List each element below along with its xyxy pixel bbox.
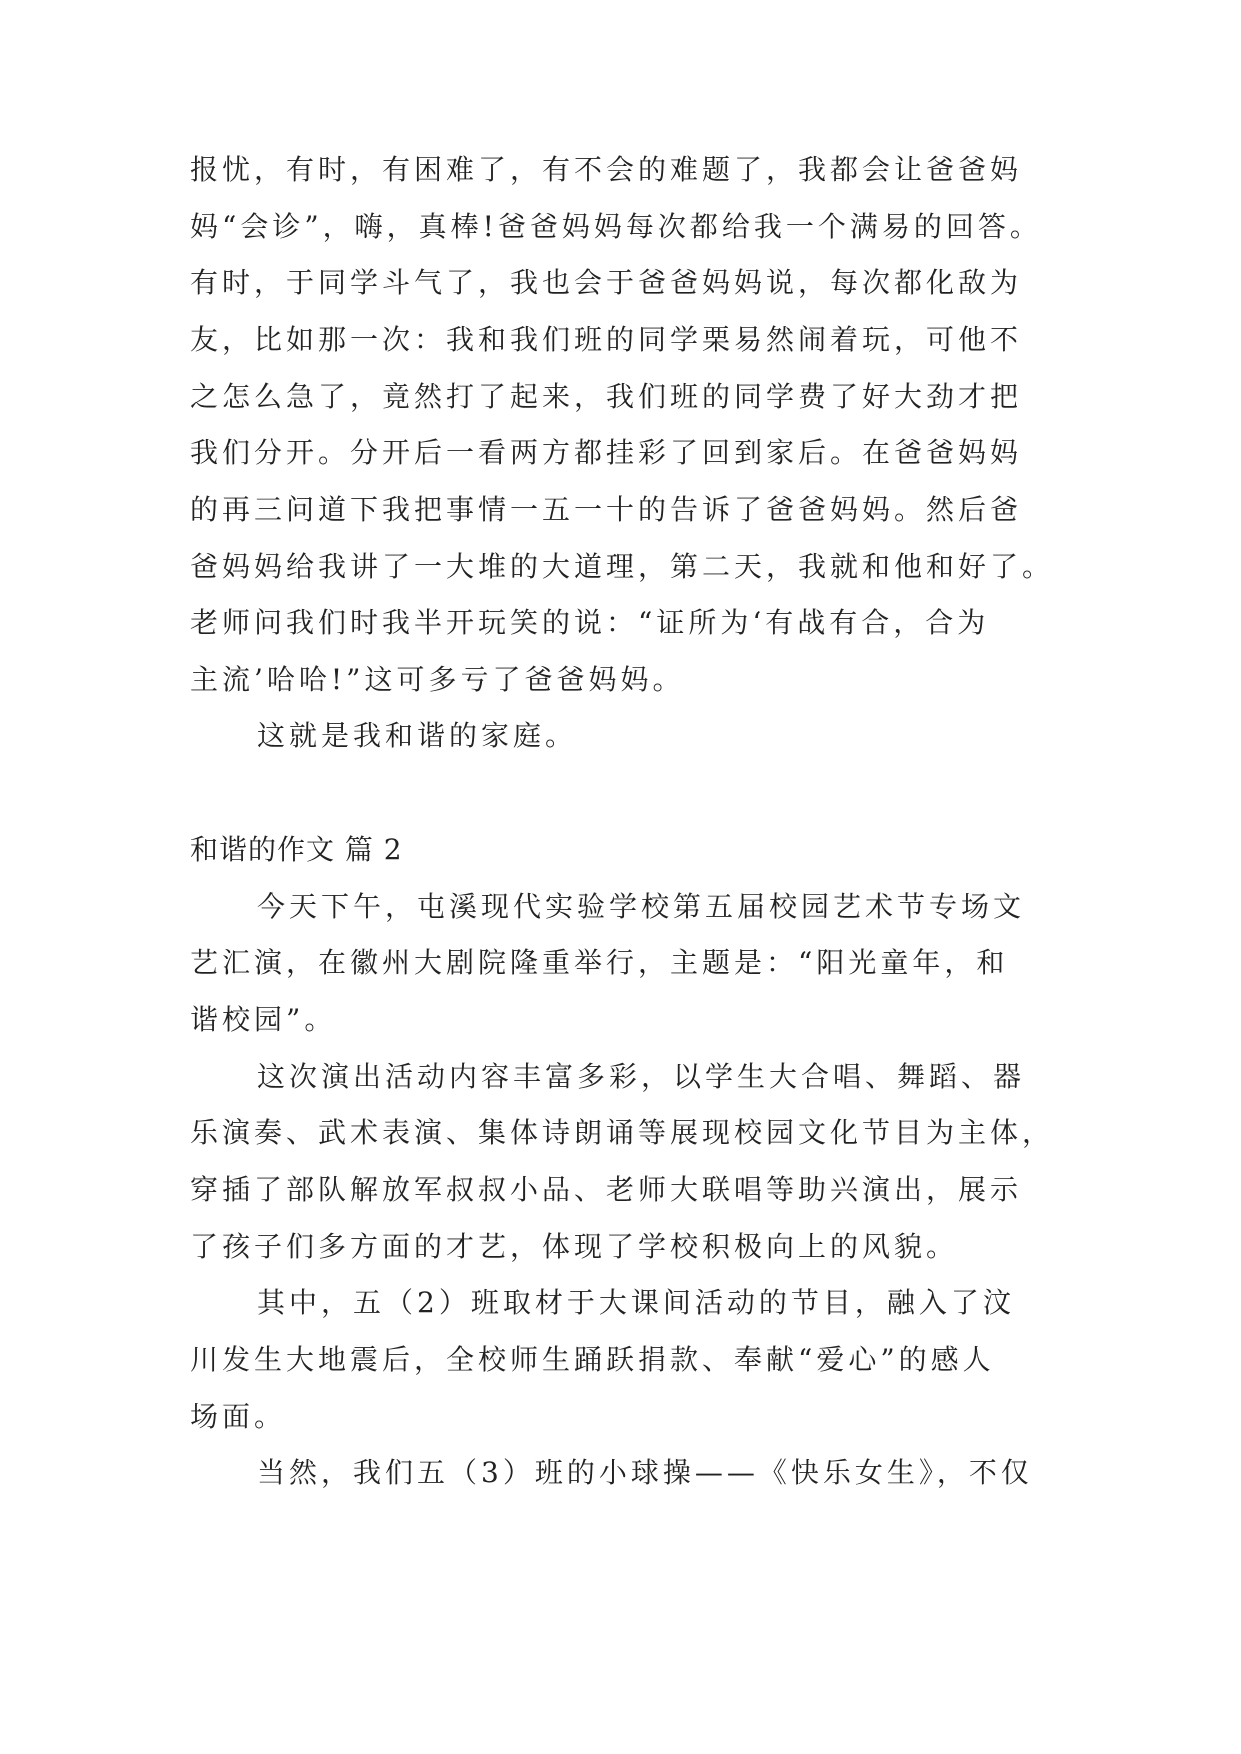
text-line: 有时，于同学斗气了，我也会于爸爸妈妈说，每次都化敌为 xyxy=(190,266,1023,299)
paragraph-first-line: 当然，我们五（3）班的小球操——《快乐女生》，不仅 xyxy=(257,1456,1033,1489)
section-heading: 和谐的作文 篇 2 xyxy=(190,833,403,866)
text-line: 友，比如那一次：我和我们班的同学栗易然闹着玩，可他不 xyxy=(190,323,1023,356)
text-line: 艺汇演，在徽州大剧院隆重举行，主题是：“阳光童年，和 xyxy=(190,946,1009,979)
paragraph-first-line: 这次演出活动内容丰富多彩，以学生大合唱、舞蹈、器 xyxy=(257,1060,1026,1093)
text-line: 报忧，有时，有困难了，有不会的难题了，我都会让爸爸妈 xyxy=(190,153,1023,186)
text-line: 川发生大地震后，全校师生踊跃捐款、奉献“爱心”的感人 xyxy=(190,1343,995,1376)
text-line: 主流’哈哈!”这可多亏了爸爸妈妈。 xyxy=(190,663,685,696)
text-line: 乐演奏、武术表演、集体诗朗诵等展现校园文化节目为主体， xyxy=(190,1116,1055,1149)
paragraph-first-line: 其中，五（2）班取材于大课间活动的节目，融入了汶 xyxy=(257,1286,1015,1319)
text-line: 穿插了部队解放军叔叔小品、老师大联唱等助兴演出，展示 xyxy=(190,1173,1023,1206)
text-line: 我们分开。分开后一看两方都挂彩了回到家后。在爸爸妈妈 xyxy=(190,436,1023,469)
text-line: 的再三问道下我把事情一五一十的告诉了爸爸妈妈。然后爸 xyxy=(190,493,1023,526)
text-line: 场面。 xyxy=(190,1400,287,1433)
text-line: 谐校园”。 xyxy=(190,1003,337,1036)
text-line: 爸妈妈给我讲了一大堆的大道理，第二天，我就和他和好了。 xyxy=(190,550,1055,583)
text-line: 之怎么急了，竟然打了起来，我们班的同学费了好大劲才把 xyxy=(190,380,1023,413)
paragraph-first-line: 今天下午，屯溪现代实验学校第五届校园艺术节专场文 xyxy=(257,890,1026,923)
text-line: 妈“会诊”，嗨，真棒!爸爸妈妈每次都给我一个满易的回答。 xyxy=(190,210,1042,243)
text-line: 了孩子们多方面的才艺，体现了学校积极向上的风貌。 xyxy=(190,1230,959,1263)
paragraph-first-line: 这就是我和谐的家庭。 xyxy=(257,719,578,752)
text-line: 老师问我们时我半开玩笑的说：“证所为‘有战有合，合为 xyxy=(190,606,990,639)
